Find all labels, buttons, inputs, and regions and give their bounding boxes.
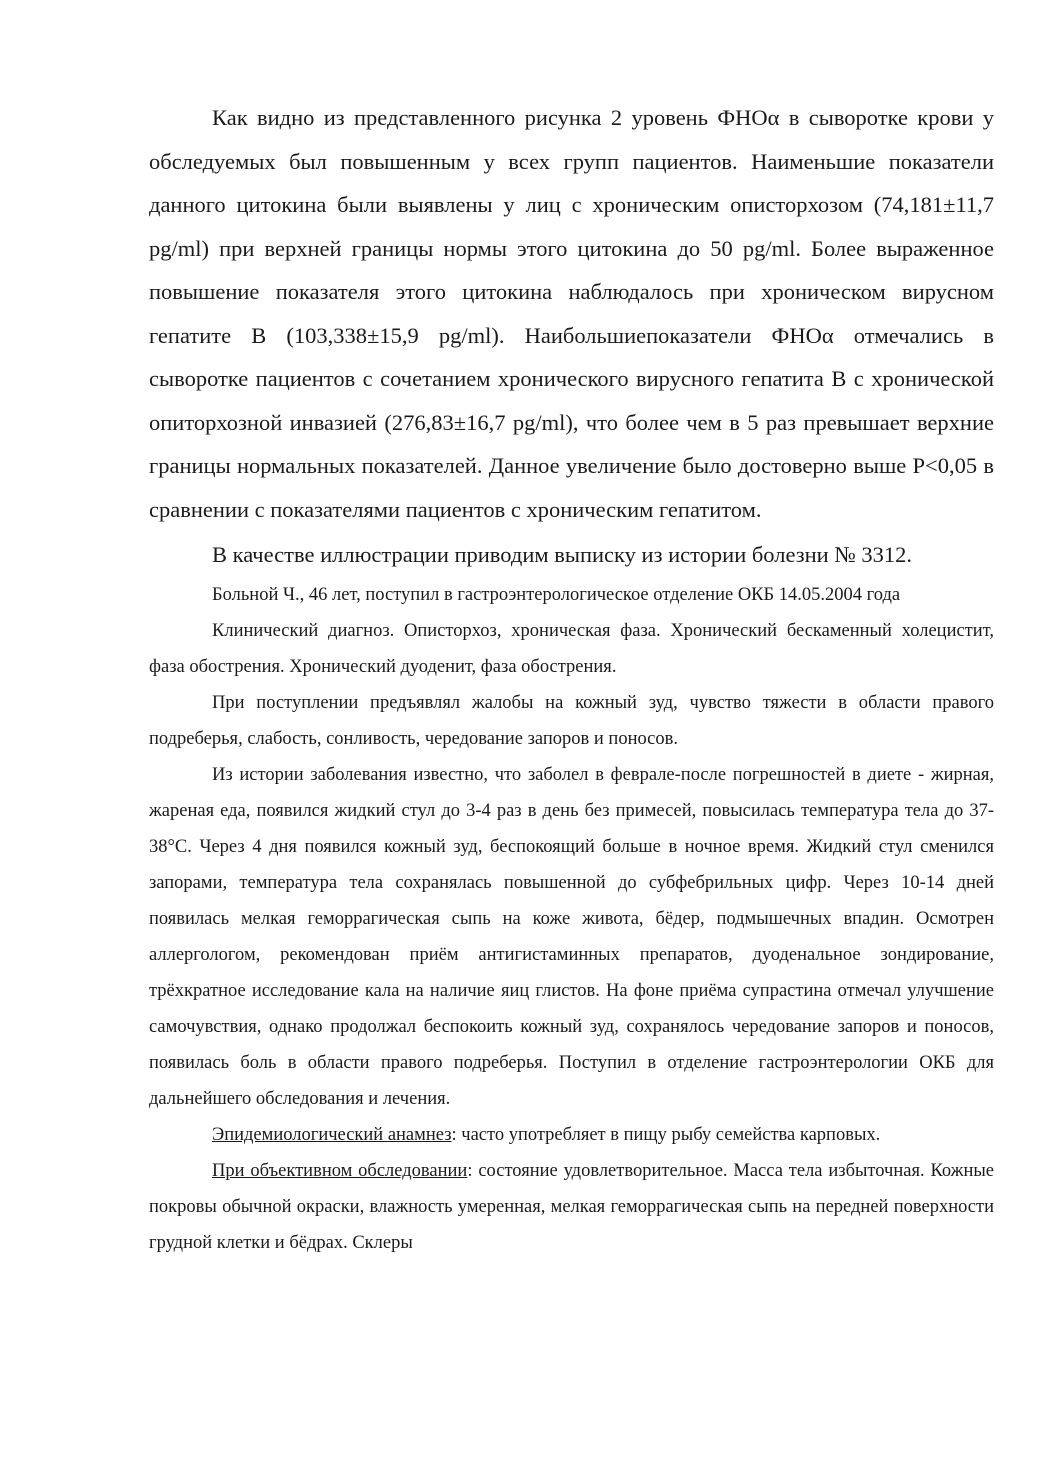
epidemiological-history-label: Эпидемиологический анамнез — [212, 1125, 452, 1145]
epidemiological-history-text: : часто употребляет в пищу рыбу семейства карповых. — [451, 1125, 881, 1145]
paragraph-complaints: При поступлении предъявлял жалобы на кожный зуд, чувство тяжести в области правого подреберья, слабость, сонливость, чередование запоров и поносов. — [149, 693, 994, 749]
document-page — [149, 96, 994, 1261]
objective-exam-text: : состояние удовлетворительное. Масса тела избыточная. Кожные покровы обычной окраски, влажность умеренная, мелкая геморрагическая сыпь на передней поверхности грудной клетки и бёдрах. Склеры — [149, 1161, 994, 1253]
objective-exam-label: При объективном обследовании — [212, 1161, 468, 1181]
paragraph-objective-exam — [149, 1153, 994, 1261]
paragraph-case-intro: В качестве иллюстрации приводим выписку из истории болезни № 3312. — [212, 542, 913, 567]
paragraph-disease-history: Из истории заболевания известно, что заболел в феврале-после погрешностей в диете - жирная, жареная еда, появился жидкий стул до 3-4 раз в день без примесей, повысилась температура тела до 37-38°С. Через 4 дня появился кожный зуд, беспокоящий больше в ночное время. Жидкий стул сменился запорами, температура тела сохранялась повышенной до субфебрильных цифр. Через 10-14 дней появилась мелкая геморрагическая сыпь на коже живота, бёдер, подмышечных впадин. Осмотрен аллергологом, рекомендован приём антигистаминных препаратов, дуоденальное зондирование, трёхкратное исследование кала на наличие яиц глистов. На фоне приёма супрастина отмечал улучшение самочувствия, однако продолжал беспокоить кожный зуд, сохранялось чередование запоров и поносов, появилась боль в области правого подреберья. Поступил в отделение гастроэнтерологии ОКБ для дальнейшего обследования и лечения. — [149, 765, 994, 1109]
paragraph-tnf-results: Как видно из представленного рисунка 2 уровень ФНОα в сыворотке крови у обследуемых был повышенным у всех групп пациентов. Наименьшие показатели данного цитокина были выявлены у лиц с хроническим описторхозом (74,181±11,7 pg/ml) при верхней границы нормы этого цитокина до 50 pg/ml. Более выраженное повышение показателя этого цитокина наблюдалось при хроническом вирусном гепатите В (103,338±15,9 pg/ml). Наибольшиепоказатели ФНОα отмечались в сыворотке пациентов с сочетанием хронического вирусного гепатита В с хронической опиторхозной инвазией (276,83±16,7 pg/ml), что более чем в 5 раз превышает верхние границы нормальных показателей. Данное увеличение было достоверно выше Р<0,05 в сравнении с показателями пациентов с хроническим гепатитом. — [149, 105, 994, 522]
paragraph-clinical-diagnosis: Клинический диагноз. Описторхоз, хроническая фаза. Хронический бескаменный холецистит, фаза обострения. Хронический дуоденит, фаза обострения. — [149, 621, 994, 677]
paragraph-patient-admission: Больной Ч., 46 лет, поступил в гастроэнтерологическое отделение ОКБ 14.05.2004 года — [212, 585, 901, 605]
paragraph-epidemiological-history — [149, 1117, 994, 1153]
